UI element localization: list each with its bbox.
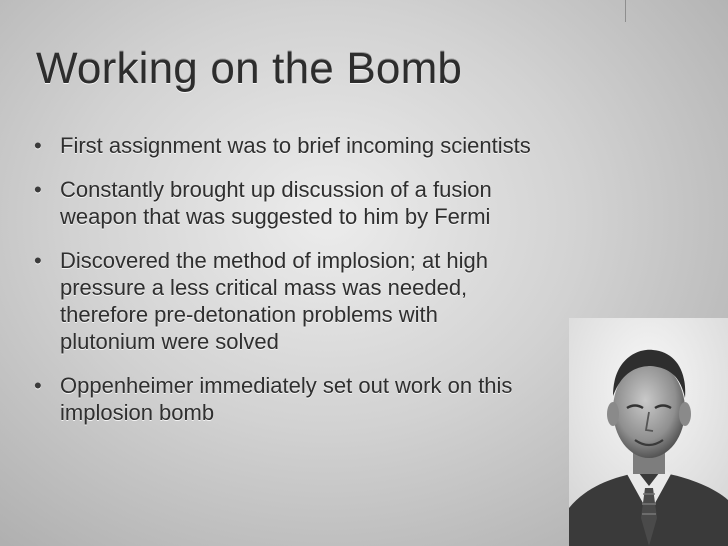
bullet-line: • Oppenheimer immediately set out work on this [60, 373, 513, 398]
bullet-line: weapon that was suggested to him by Fermi [60, 204, 491, 229]
bullet-item [34, 247, 594, 355]
bullet-line: • Discovered the method of implosion; at high [60, 248, 489, 273]
bullet-item [34, 372, 594, 426]
top-divider [625, 0, 626, 22]
bullet-item [34, 176, 594, 230]
slide-title: Working on the Bomb [36, 44, 463, 93]
bullet-line: therefore pre-detonation problems with [60, 302, 438, 327]
bullet-line: pressure a less critical mass was needed, [60, 275, 468, 300]
portrait-photo [569, 318, 728, 546]
portrait-illustration [569, 318, 728, 546]
bullet-list [34, 132, 594, 443]
bullet-line: implosion bomb [60, 400, 215, 425]
bullet-line: • First assignment was to brief incoming scientists [60, 133, 531, 158]
bullet-line: plutonium were solved [60, 329, 279, 354]
bullet-line: • Constantly brought up discussion of a fusion [60, 177, 492, 202]
bullet-item [34, 132, 594, 159]
